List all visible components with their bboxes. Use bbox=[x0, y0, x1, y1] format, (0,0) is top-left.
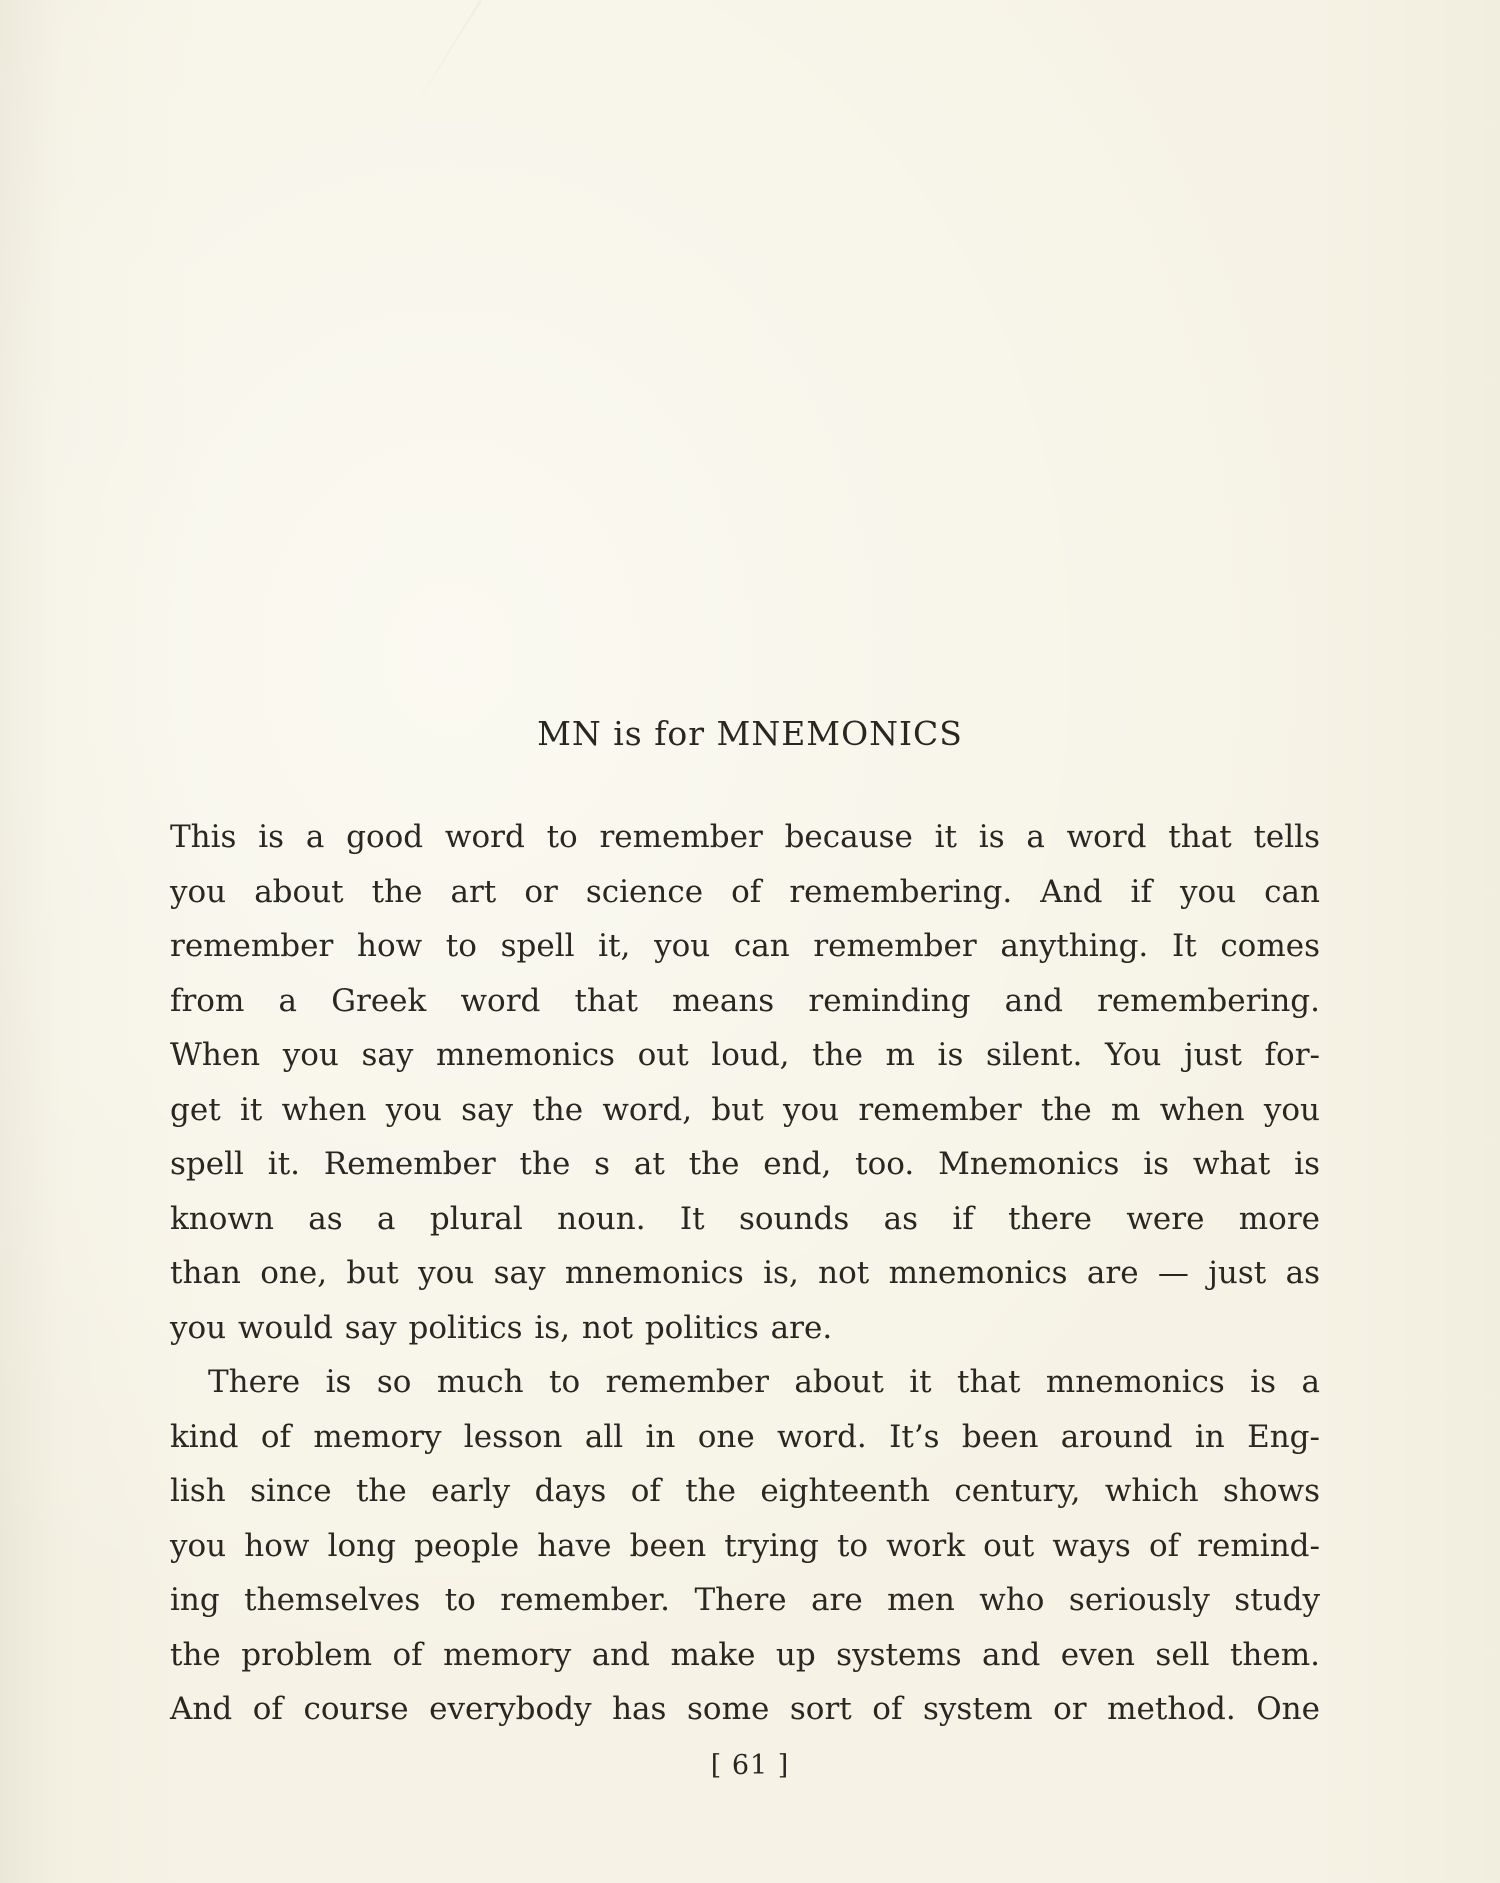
text-line: When you say mnemonics out loud, the m is silent. You just for- bbox=[170, 1037, 1320, 1073]
body-text bbox=[170, 810, 1320, 1737]
text-line: than one, but you say mnemonics is, not mnemonics are — just as bbox=[170, 1255, 1320, 1291]
text-line: This is a good word to remember because it is a word that tells bbox=[170, 819, 1320, 855]
page-number: [ 61 ] bbox=[710, 1750, 790, 1781]
text-line: you how long people have been trying to work out ways of remind- bbox=[170, 1527, 1320, 1564]
text-line: And of course everybody has some sort of system or method. One bbox=[170, 1691, 1320, 1727]
text-line: ing themselves to remember. There are men who seriously study bbox=[170, 1582, 1320, 1618]
text-line: you would say politics is, not politics are. bbox=[170, 1309, 833, 1346]
text-line: There is so much to remember about it that mnemonics is a bbox=[208, 1364, 1320, 1400]
text-line: you about the art or science of remembering. And if you can bbox=[170, 873, 1320, 910]
text-line: spell it. Remember the s at the end, too. Mnemonics is what is bbox=[170, 1146, 1320, 1182]
text-line: kind of memory lesson all in one word. It’s been around in Eng- bbox=[170, 1418, 1320, 1455]
text-line: known as a plural noun. It sounds as if there were more bbox=[170, 1200, 1320, 1237]
text-line: the problem of memory and make up systems and even sell them. bbox=[170, 1636, 1320, 1673]
page-crease bbox=[406, 0, 482, 120]
text-line: lish since the early days of the eighteenth century, which shows bbox=[170, 1473, 1320, 1509]
text-line: get it when you say the word, but you remember the m when you bbox=[170, 1091, 1320, 1128]
text-line: from a Greek word that means reminding and remembering. bbox=[170, 982, 1320, 1019]
text-line: remember how to spell it, you can remember anything. It comes bbox=[170, 928, 1320, 964]
chapter-title: MN is for MNEMONICS bbox=[537, 714, 963, 753]
